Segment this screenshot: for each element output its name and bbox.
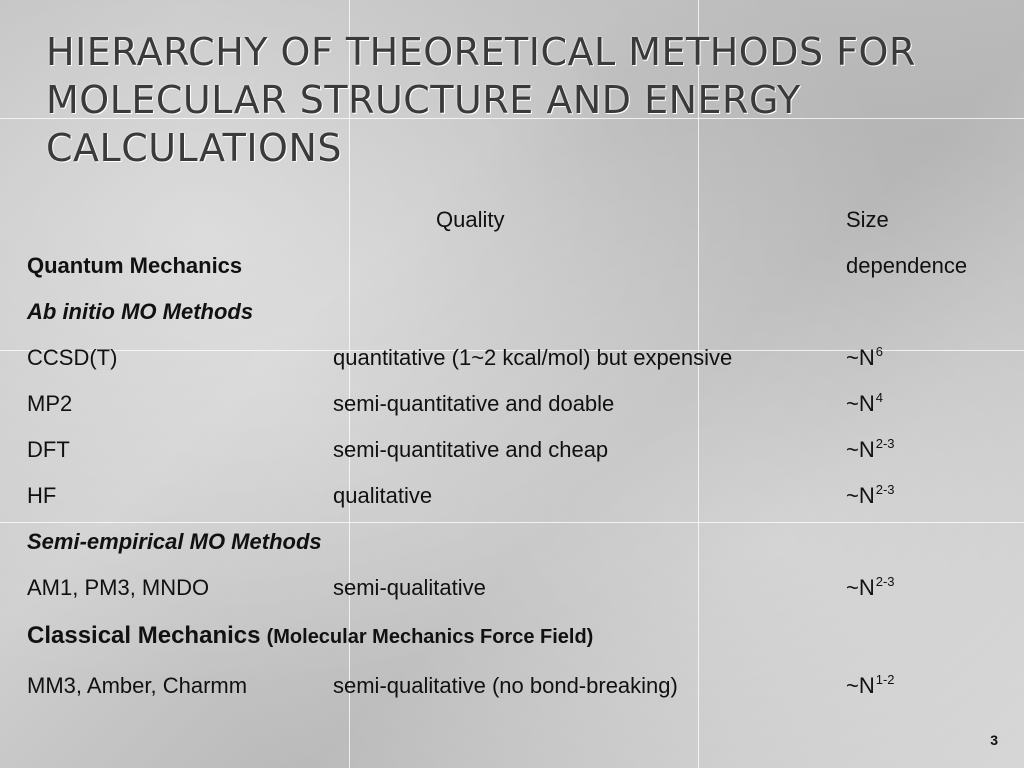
section-quantum-mechanics: Quantum Mechanics [27,253,243,278]
size-dft [846,437,895,466]
quality-mp2: semi-quantitative and doable [333,391,615,416]
page-number: 3 [990,732,998,748]
size-ccsdt [846,345,883,374]
size-exponent: 6 [875,344,883,359]
quality-am1-pm3-mndo: semi-qualitative [333,575,486,600]
size-base: ~N [846,575,875,600]
header-size: Size [846,207,889,232]
classical-sublabel: (Molecular Mechanics Force Field) [266,626,594,648]
quality-ccsdt: quantitative (1~2 kcal/mol) but expensive [333,345,733,370]
grid-line [0,522,1024,523]
section-semi-empirical: Semi-empirical MO Methods [27,529,322,554]
header-dependence: dependence [846,253,968,278]
quality-mm3-amber-charmm: semi-qualitative (no bond-breaking) [333,673,678,698]
method-hf: HF [27,483,57,508]
method-am1-pm3-mndo: AM1, PM3, MNDO [27,575,210,600]
size-hf [846,483,895,512]
size-base: ~N [846,437,875,462]
size-base: ~N [846,673,875,698]
slide-title: HIERARCHY OF THEORETICAL METHODS FOR MOLECULAR STRUCTURE AND ENERGY CALCULATIONS [46,30,916,170]
header-quality: Quality [436,207,505,232]
size-mp2 [846,391,883,420]
size-am1-pm3-mndo [846,575,895,604]
size-exponent: 1-2 [875,672,895,687]
quality-dft: semi-quantitative and cheap [333,437,609,462]
section-classical-mechanics [27,623,593,650]
size-mm3-amber-charmm [846,673,895,702]
size-base: ~N [846,391,875,416]
size-exponent: 2-3 [875,574,895,589]
method-mm3-amber-charmm: MM3, Amber, Charmm [27,673,248,698]
method-dft: DFT [27,437,70,462]
method-mp2: MP2 [27,391,73,416]
size-exponent: 4 [875,390,883,405]
section-ab-initio: Ab initio MO Methods [27,299,254,324]
size-exponent: 2-3 [875,436,895,451]
size-exponent: 2-3 [875,482,895,497]
classical-label: Classical Mechanics [27,622,261,649]
size-base: ~N [846,483,875,508]
quality-hf: qualitative [333,483,433,508]
method-ccsdt: CCSD(T) [27,345,118,370]
size-base: ~N [846,345,875,370]
